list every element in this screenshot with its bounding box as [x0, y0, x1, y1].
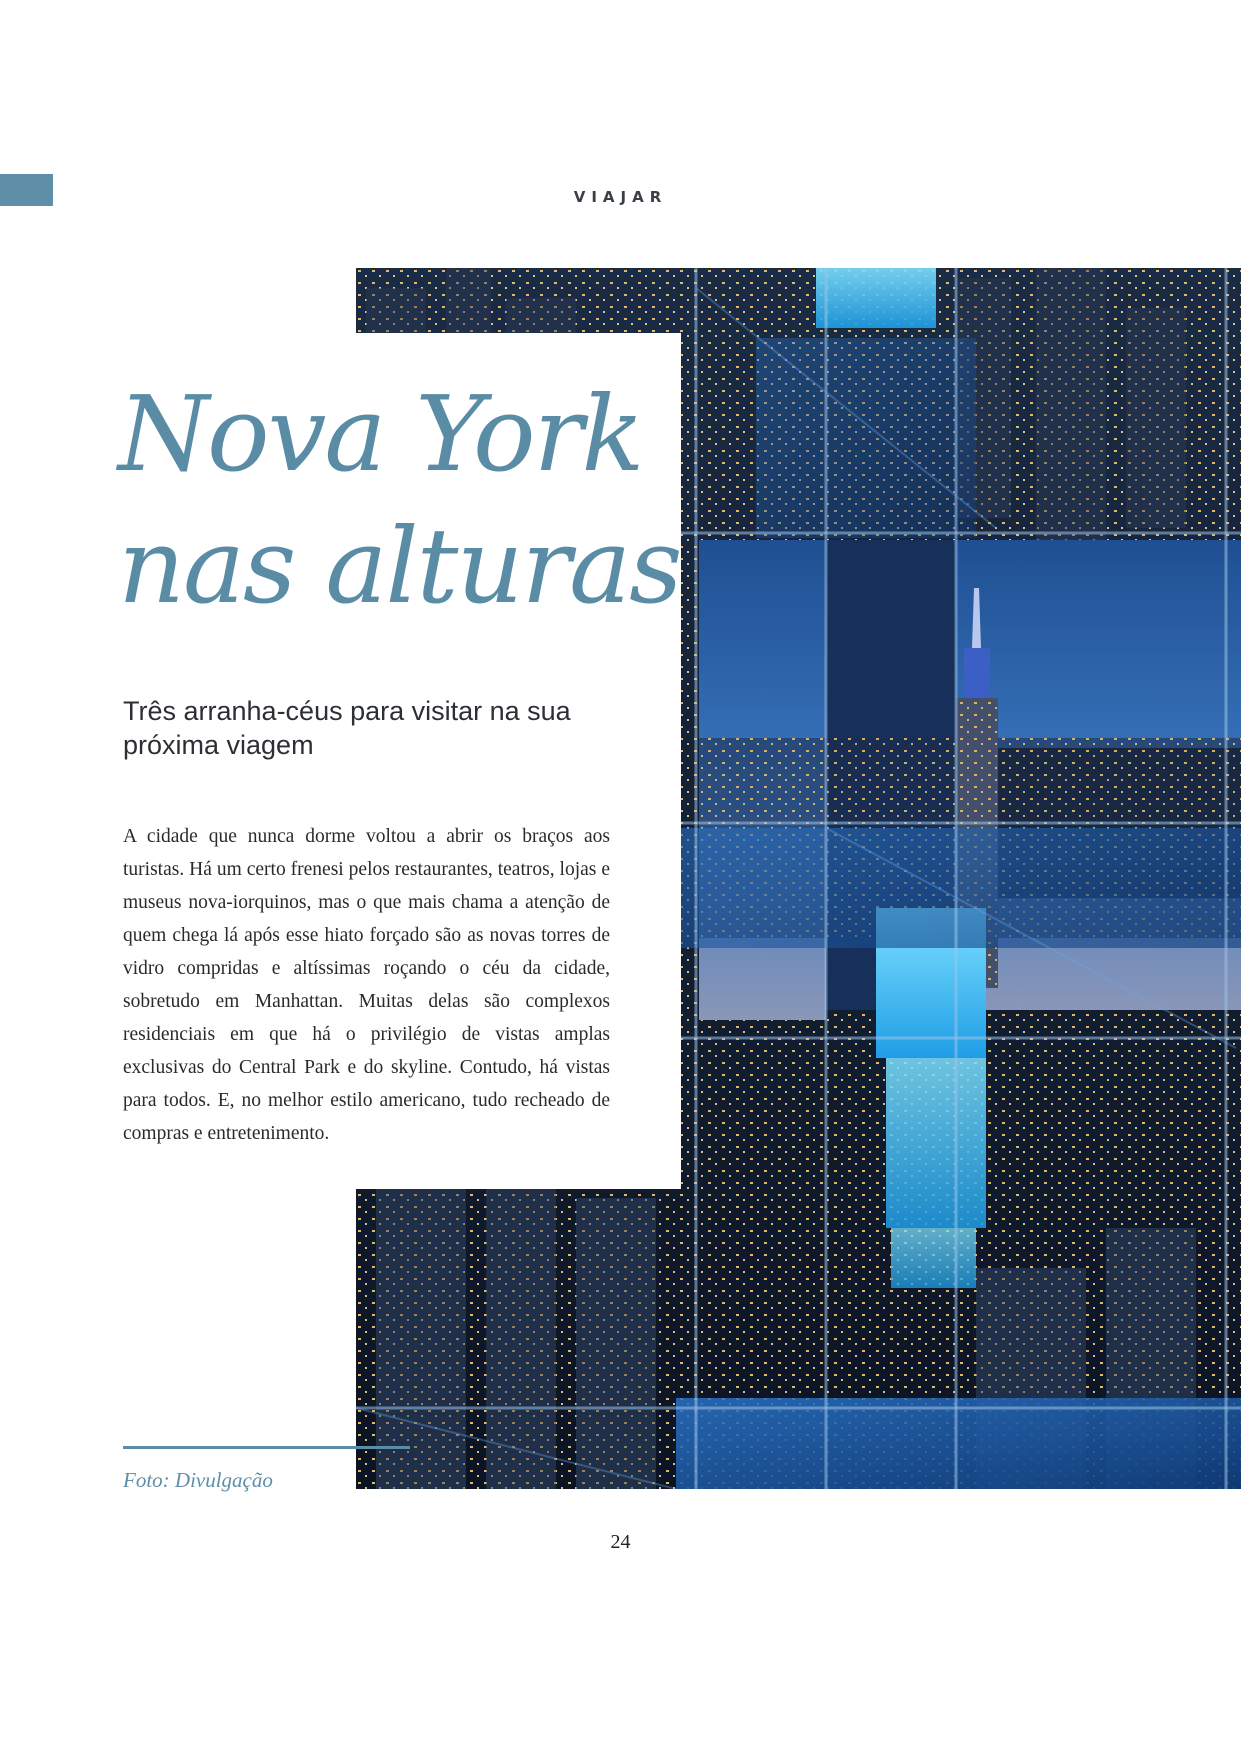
- title-line-1: Nova York: [118, 373, 643, 495]
- credit-divider: [123, 1446, 410, 1449]
- photo-credit: Foto: Divulgação: [123, 1468, 273, 1492]
- article-subtitle: Três arranha-céus para visitar na sua próxima viagem: [123, 696, 571, 760]
- section-label: VIAJAR: [573, 188, 668, 206]
- article-title: [118, 368, 681, 632]
- page-number: 24: [610, 1531, 631, 1553]
- article-body: A cidade que nunca dorme voltou a abrir os braços aos turistas. Há um certo frenesi pelos restaurantes, teatros, lojas e museus nova-iorquinos, mas o que mais chama a atenção de quem chega lá após esse hiato forçado são as novas torres de vidro compridas e altíssimas roçando o céu da cidade, sobretudo em Manhattan. Muitas delas são complexos residenciais em que há o privilégio de vistas amplas exclusivas do Central Park e do skyline. Contudo, há vistas para todos. E, no melhor estilo americano, tudo recheado de compras e entretenimento.: [123, 826, 610, 1144]
- title-line-2: nas alturas: [118, 505, 681, 627]
